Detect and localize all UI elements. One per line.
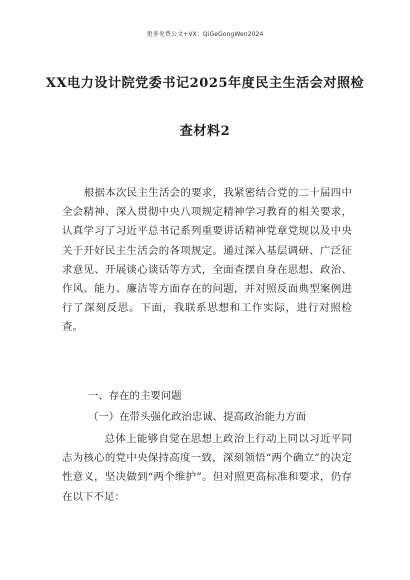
header-promo-note: 更多免费公文+VX：QiGeGongWen2024 bbox=[146, 31, 264, 38]
document-title-line-2: 查材料2 bbox=[179, 124, 231, 139]
document-title-line-1: XX电力设计院党委书记2025年度民主生活会对照检 bbox=[45, 76, 365, 91]
intro-paragraph: 根据本次民主生活会的要求，我紧密结合党的二十届四中全会精神、深入贯彻中央八项规定精神学习教育的相关要求，认真学习了习近平总书记系列重要讲话精神党章党规以及中央关于开好民主生活会的各项规定。通过深入基层调研、广泛征求意见、开展谈心谈话等方式，全面查摆自身在思想、政治、作风、能力、廉洁等方面存在的问题，并对照反面典型案例进行了深刻反思。下面，我联系思想和工作实际，进行对照检查。 bbox=[62, 187, 352, 334]
overall-paragraph: 总体上能够自觉在思想上政治上行动上同以习近平同志为核心的党中央保持高度一致，深刻领悟“两个确立”的决定性意义，坚决做到“两个维护”。但对照更高标准和要求，仍存在以下不足： bbox=[62, 433, 352, 503]
section-heading: 一、存在的主要问题 bbox=[88, 390, 182, 402]
sub-heading: （一）在带头强化政治忠诚、提高政治能力方面 bbox=[88, 411, 307, 423]
